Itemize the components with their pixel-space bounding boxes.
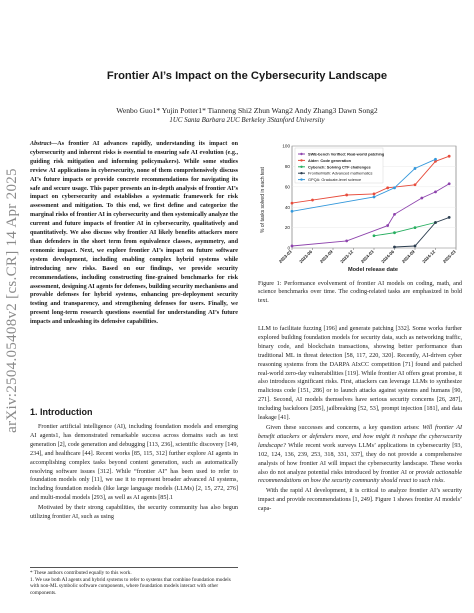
affiliations: 1UC Santa Barbara 2UC Berkeley 3Stanford University xyxy=(169,117,325,124)
data-point xyxy=(434,158,437,161)
data-point xyxy=(434,221,437,224)
data-point xyxy=(414,226,417,229)
y-tick-label: 80 xyxy=(284,164,290,169)
series-line xyxy=(292,184,449,246)
y-tick-label: 100 xyxy=(282,143,290,149)
data-point xyxy=(291,202,294,205)
legend-marker xyxy=(300,178,302,180)
data-point xyxy=(345,194,348,197)
footnotes xyxy=(30,567,238,596)
data-point xyxy=(393,213,396,216)
x-tick-label: 2023-06 xyxy=(298,249,314,265)
data-point xyxy=(414,245,417,248)
data-point xyxy=(414,167,417,170)
legend-label: Aider: Code generation xyxy=(308,157,352,163)
chart-legend xyxy=(295,148,385,183)
data-point xyxy=(393,231,396,234)
legend-label: SWE-bench Verified: Real-world patching xyxy=(308,151,385,157)
y-tick-label: 20 xyxy=(284,225,290,231)
body-paragraph: With the rapid AI development, it is critical to analyze frontier AI’s security impact and provide recommendations [1, 249]. Figure 1 shows frontier AI models’ capa- xyxy=(258,488,462,513)
x-tick-label: 2024-03 xyxy=(359,249,375,265)
body-text: Given these successes and concerns, a key question arises: xyxy=(266,424,420,431)
series-line xyxy=(374,223,436,236)
data-point xyxy=(393,186,396,189)
paper-title: Frontier AI’s Impact on the Cybersecurity Landscape xyxy=(106,70,388,82)
x-tick-label: 2024-12 xyxy=(421,249,437,265)
figure-1 xyxy=(258,138,462,276)
data-point xyxy=(345,239,348,242)
body-paragraph: LLM to facilitate fuzzing [196] and generate patching [332]. Some works further explored building foundation models for security data, such as networking traffic, binary code, and blockchain transactions, showing better performance than traditional ML in threat detection [58, 117, 220, 320]. Recently, AI-driven cyber reasoning systems from the DARPA AIxCC competition [71] found and patched real-world zero-day vulnerabilities [119]. While frontier AI offers great promise, it also introduces significant risks. First, attackers can leverage LLMs to synthesize malicious code [151, 286] or to launch attacks against systems and humans [90, 271]. Second, AI models themselves have serious security concerns [26, 287], including backdoors [205], jailbreaking [52, 53], prompt injection [181], and data leakage [41]. xyxy=(258,326,462,422)
legend-marker xyxy=(300,172,302,174)
abstract xyxy=(30,140,238,327)
data-point xyxy=(373,234,376,237)
legend-label: Cybench: Solving CTF challenges xyxy=(308,164,371,170)
data-point xyxy=(291,210,294,213)
x-axis-label: Model release date xyxy=(347,267,399,273)
y-axis-label: % of tasks solved in each test xyxy=(260,167,266,233)
section-heading-introduction: 1. Introduction xyxy=(30,407,93,417)
data-point xyxy=(448,182,451,185)
data-point xyxy=(434,191,437,194)
x-tick-label: 2023-09 xyxy=(318,249,334,265)
abstract-lead: Abstract— xyxy=(30,141,58,147)
data-point xyxy=(386,186,389,189)
recommendations-phrase: provide actionable recommendations on how the security community should react to such risks. xyxy=(258,469,462,485)
series-line xyxy=(395,217,450,247)
footnote: 1. We use both AI agents and hybrid systems to refer to systems that combine foundation models with non-ML symbolic software components, where foundation models interact with other components. xyxy=(30,576,231,596)
y-tick-label: 60 xyxy=(284,184,290,190)
x-tick-label: 2024-09 xyxy=(400,249,416,265)
abstract-text: As frontier AI advances rapidly, understanding its impact on cybersecurity and inherent risks is essential to ensuring safe AI evolution (e.g., guiding risk mitigation and informing policymakers). While some studies review AI applications in cybersecurity, none of them comprehensively discuss AI’s future impacts or provide concrete recommendations for navigating its safe and secure usage. This paper presents an in-depth analysis of frontier AI’s impact on cybersecurity and establishes a systematic framework for risk assessment and mitigation. To this end, we first define and categorize the marginal risks of frontier AI in cybersecurity and then systemically analyze the current and future impacts of frontier AI in cybersecurity, qualitatively and quantitatively. We also discuss why frontier AI likely benefits attackers more than defenders in the short term from equivalence classes, asymmetry, and economic impact. Next, we explore frontier AI’s impact on future software system development, including enabling complex hybrid systems while introducing new risks. Based on our findings, we provide security recommendations, including constructing fine-grained benchmarks for risk assessment, designing AI agents for defenses, building security mechanisms and provable defenses for hybrid systems, enhancing pre-deployment security testing and transparency, and strengthening defenses for users. Finally, we present long-term research questions essential for understanding AI’s future impacts and unleashing its defensive capabilities. xyxy=(30,141,238,326)
arxiv-identifier-text: arXiv:2504.05408v2 [cs.CR] 14 Apr 2025 xyxy=(3,167,20,433)
data-point xyxy=(373,196,376,199)
legend-marker xyxy=(300,153,302,155)
key-question: Will frontier AI benefit attackers or defenders more, and how might it reshape the cybersecurity landscape? xyxy=(258,424,462,449)
data-point xyxy=(420,197,423,200)
arxiv-identifier xyxy=(4,115,20,485)
data-point xyxy=(393,246,396,249)
data-point xyxy=(386,224,389,227)
data-point xyxy=(414,183,417,186)
data-point xyxy=(311,199,314,202)
legend-marker xyxy=(300,159,302,161)
y-tick-label: 40 xyxy=(284,204,290,210)
body-text: While recent work surveys LLMs’ applications in cybersecurity [93, 102, 124, 136, 239, 253, 318, 331, 337], they do not provide a comprehensive analysis of how frontier AI will impact the cybersecurity landscape. These works also do not analyze potential risks introduced by frontier AI or xyxy=(258,442,462,476)
data-point xyxy=(291,245,294,248)
y-tick-label: 0 xyxy=(287,245,290,251)
x-tick-label: 2023-12 xyxy=(339,249,355,265)
footnote: * These authors contributed equally to this work. xyxy=(30,570,132,576)
intro-paragraph: Motivated by their strong capabilities, the security community has also begun utilizing frontier AI, such as using xyxy=(30,505,238,521)
intro-paragraph: Frontier artificial intelligence (AI), including foundation models and emerging AI agents1, has demonstrated remarkable success across domains such as text generation [2], code generation and debugging [113, 236], scientific discovery [149, 234], and healthcare [44]. Recent works [85, 115, 312] further explore AI agents in accomplishing complex tasks beyond content generation, such as automatically resolving software issues [312]. While “frontier AI” has been used to refer to foundation models only [11], we use it to represent broader advanced AI systems, including foundation models (like large language models (LLMs) [2, 15, 272, 276] and multi-modal models [293], as well as AI agents [85].1 xyxy=(30,424,238,502)
author-list: Wenbo Guo1* Yujin Potter1* Tianneng Shi2 Zhun Wang2 Andy Zhang3 Dawn Song2 xyxy=(116,106,378,115)
x-tick-label: 2025-03 xyxy=(441,249,457,265)
right-column-body xyxy=(258,325,462,514)
introduction-body xyxy=(30,423,238,522)
figure-caption: Figure 1: Performance evolvement of frontier AI models on coding, math, and science benchmarks over time. The coding-related tasks are emphasized in bold text. xyxy=(258,281,462,304)
legend-label: FrontierMath: Advanced mathematics xyxy=(308,170,373,176)
legend-marker xyxy=(300,166,302,168)
data-point xyxy=(373,193,376,196)
benchmark-line-chart xyxy=(258,138,462,276)
body-paragraph xyxy=(258,424,462,486)
x-tick-label: 2024-06 xyxy=(380,249,396,265)
data-point xyxy=(448,216,451,219)
x-tick-label: 2023-03 xyxy=(277,249,293,265)
legend-label: GPQA: Graduate-level science xyxy=(308,177,362,183)
data-point xyxy=(448,155,451,158)
